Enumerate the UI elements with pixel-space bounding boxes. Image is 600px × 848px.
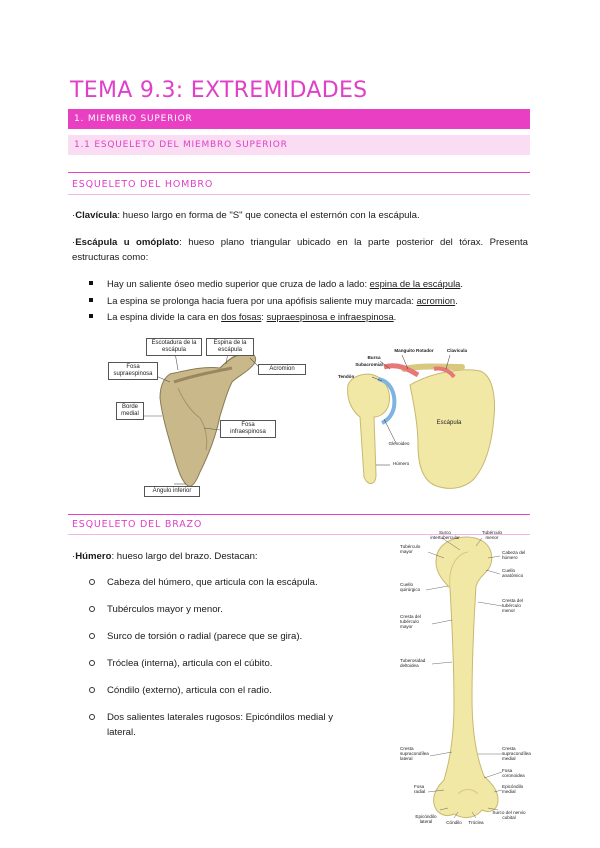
label-tuberculo-menor: Tubérculo menor <box>481 530 503 541</box>
label-condilo: Cóndilo <box>446 820 462 825</box>
humerus-figure <box>398 528 531 828</box>
label-fosa-supraespinosa: Fosa supraespinosa <box>108 362 158 380</box>
label-tendon: Tendón <box>338 374 355 379</box>
label-cabeza-humero: Cabeza del húmero <box>502 550 526 561</box>
label-angulo-inferior: Ángulo inferior <box>144 486 200 497</box>
escapula-bullet-list <box>88 276 528 326</box>
label-cuello-anatomico: Cuello anatómico <box>502 568 524 579</box>
label-acromion: Acromion <box>258 364 306 375</box>
label-cresta-supracondilea-medial: Cresta supracondílea medial <box>502 746 531 762</box>
label-humero: Húmero <box>392 461 410 466</box>
label-clavicula: Clavícula <box>446 348 468 353</box>
label-fosa-infraespinosa: Fosa infraespinosa <box>220 420 276 438</box>
label-troclea: Tróclea <box>468 820 484 825</box>
paragraph-humero: ·Húmero: hueso largo del brazo. Destacan: <box>72 551 258 562</box>
label-fosa-coronoidea: Fosa coronoidea <box>502 768 525 779</box>
list-item: La espina divide la cara en dos fosas: supraespinosa e infraespinosa. <box>88 309 528 326</box>
label-cresta-tuberculo-menor: Cresta del tubérculo menor <box>502 598 523 614</box>
list-item: Tróclea (interna), articula con el cúbito. <box>88 656 358 671</box>
humero-feature-list <box>88 575 358 740</box>
section-bar: 1. MIEMBRO SUPERIOR <box>68 109 530 129</box>
label-epicondilo-lateral: Epicóndilo lateral <box>415 814 437 825</box>
label-tuberculo-mayor: Tubérculo mayor <box>400 544 421 555</box>
list-item: La espina se prolonga hacia fuera por una apófisis saliente muy marcada: acromion. <box>88 293 528 310</box>
list-item: Hay un saliente óseo medio superior que cruza de lado a lado: espina de la escápula. <box>88 276 528 293</box>
label-borde-medial: Borde medial <box>116 402 144 420</box>
label-tuberosidad-deltoidea: Tuberosidad deltoidea <box>400 658 426 669</box>
list-item: Dos salientes laterales rugosos: Epicóndilos medial y lateral. <box>88 710 358 740</box>
label-cresta-supracondilea-lateral: Cresta supracondílea lateral <box>400 746 429 762</box>
divider <box>68 514 530 515</box>
shoulder-joint-figure <box>338 345 498 495</box>
label-bursa: Bursa <box>367 355 381 360</box>
list-item: Cóndilo (externo), articula con el radio. <box>88 683 358 698</box>
label-escapula: Escápula <box>436 420 462 426</box>
label-escotadura: Escotadura de la escápula <box>146 338 202 356</box>
divider <box>68 172 530 173</box>
label-surco-intertubercular: Surco intertubercular <box>430 530 460 541</box>
label-epicondilo-medial: Epicóndilo medial <box>502 784 524 795</box>
label-glenoideo: Glenoideo <box>388 441 410 446</box>
list-item: Surco de torsión o radial (parece que se gira). <box>88 629 358 644</box>
divider <box>68 194 530 195</box>
paragraph-clavicula: ·Clavícula: hueso largo en forma de "S" que conecta el esternón con la escápula. <box>72 210 420 221</box>
label-cresta-tuberculo-mayor: Cresta del tubérculo mayor <box>400 614 421 630</box>
label-subacromial: Subacromial <box>355 362 383 367</box>
label-surco-nervio-cubital: Surco del nervio cubital <box>492 810 526 821</box>
list-item: Cabeza del húmero, que articula con la escápula. <box>88 575 358 590</box>
section-heading-brazo: ESQUELETO DEL BRAZO <box>72 519 203 530</box>
paragraph-escapula: ·Escápula u omóplato: hueso plano triangular ubicado en la parte posterior del tórax. Presenta estructuras como: <box>72 237 528 263</box>
shoulder-joint-illustration <box>338 345 498 495</box>
label-fosa-radial: Fosa radial <box>414 784 426 795</box>
section-heading-hombro: ESQUELETO DEL HOMBRO <box>72 179 214 190</box>
subsection-bar: 1.1 ESQUELETO DEL MIEMBRO SUPERIOR <box>68 135 530 155</box>
label-manguito-rotador: Manguito Rotador <box>394 348 434 353</box>
list-item: Tubérculos mayor y menor. <box>88 602 358 617</box>
label-espina: Espina de la escápula <box>206 338 254 356</box>
scapula-figure <box>108 332 308 500</box>
label-cuello-quirurgico: Cuello quirúrgico <box>400 582 421 593</box>
page-title: TEMA 9.3: EXTREMIDADES <box>70 78 368 103</box>
